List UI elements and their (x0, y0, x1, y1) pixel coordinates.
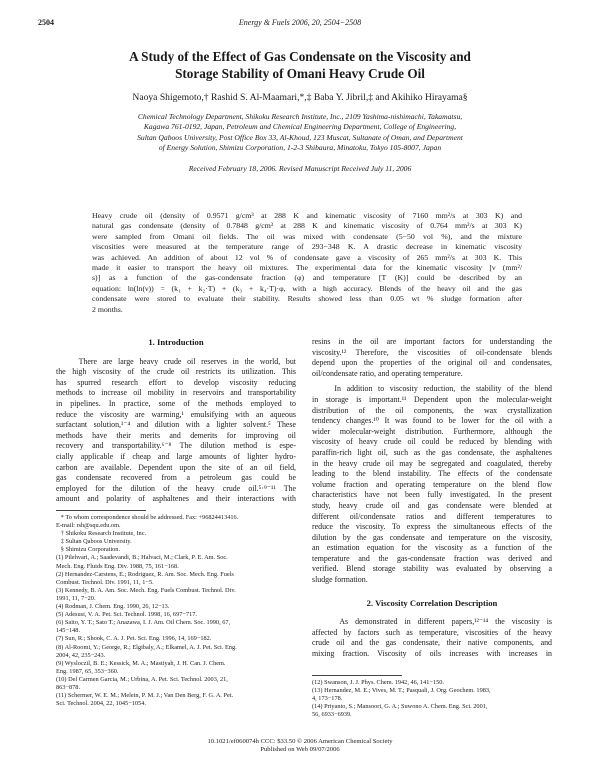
footnote-line: Sci. Technol. 2004, 22, 1045−1054. (56, 700, 146, 708)
footnote-line: † Shikoku Research Institute, Inc. (56, 530, 147, 538)
abstract-line: condensate were stored to evaluate their stability. Results showed less than 0.05 wt % sludge formation after (92, 294, 522, 304)
body-line: verified. Blend storage stability was evaluated by observing a (312, 564, 552, 574)
footnote-line: (7) Sun, R.; Shook, C. A. J. Pet. Sci. Eng. 1996, 14, 169−182. (56, 635, 212, 643)
footnote-line: (2) Hernandez-Carstens, E.; Rodriguez, R. Am. Soc. Mech. Eng. Fuels (56, 570, 234, 578)
abstract-line: was achieved. An addition of about 12 vol % of condensate gave a viscosity of 265 mm²/s at 303 K. This (92, 252, 522, 262)
footnote-line: (4) Rodman, J. Chem. Eng. 1990, 26, 12−13. (56, 603, 170, 611)
footnote-line: 4, 173−178. (312, 695, 343, 703)
body-line: has spurred research effort to develop viscosity reducing (56, 377, 296, 387)
abstract-line: made it easier to transport the heavy oil mixtures. The experimental data for the kinematic viscosity [ν (mm²/ (92, 263, 522, 273)
body-line: amount and polarity of asphaltenes and their interactions with (56, 494, 296, 504)
footnote-line: (9) Wysloczil, B. E.; Kessick, M. A.; Mastiyah, J. H. Can. J. Chem. (56, 659, 226, 667)
body-line: dilution by the gas condensate and temperature on the viscosity, (312, 532, 552, 542)
footnote-line: (10) Del Carmen Garcia, M.; Urbina, A. Pet. Sci. Technol. 2003, 21, (56, 675, 228, 683)
doi-line: 10.1021/ef060074h CCC: $33.50 © 2006 American Chemical Society (207, 738, 393, 745)
body-line: tendency changes.¹⁰ It was found to be lower for the oil with a (312, 416, 552, 426)
abstract-line: natural gas condensate (density of 0.7848 g/cm³ at 288 K and kinematic viscosity of 0.764 mm²/s at 303 K) (92, 221, 522, 231)
body-line: reduce the viscosity are warming,¹ emulsifying with an aqueous (56, 409, 296, 419)
body-line: methods have their merits and demerits for improving oil (56, 430, 296, 440)
body-line: viscosity.¹² Therefore, the viscosities of oil-condensate blends (312, 347, 552, 357)
body-line: recovery and transportability.⁶⁻⁸ The dilution method is espe- (56, 441, 296, 451)
body-line: study, heavy crude oil and gas condensate were blended at (312, 500, 552, 510)
body-line: gas condensate recovered from a petroleum gas could be (56, 473, 296, 483)
affiliation-line: Sultan Qaboos University, Post Office Box 33, Al-Khoud, 123 Muscat, Sultanate of Oman, and Department (137, 132, 463, 142)
body-line: surfactant solution,¹⁻⁴ and dilution with a lighter solvent.⁵ These (56, 420, 296, 430)
body-line: depend upon the properties of the original oil and condensates, (312, 358, 552, 368)
title-line: A Study of the Effect of Gas Condensate on the Viscosity and (129, 49, 471, 64)
footnote-line: Eng. 1987, 65, 353−360. (56, 667, 119, 675)
footnote-line: 145−148. (56, 627, 81, 635)
body-line: There are large heavy crude oil reserves in the world, but (56, 356, 296, 366)
received-dates: Received February 18, 2006. Revised Manuscript Received July 11, 2006 (188, 164, 412, 173)
abstract-line: 2 months. (92, 304, 123, 314)
body-line: oil/condensate ratio, and operating temperature. (312, 368, 463, 378)
footnote-line: (11) Schermer, W. E. M.; Melein, P. M. J.; Van Den Berg, F. G. A. Pet. (56, 692, 234, 700)
body-line: employed for the dilution of the heavy crude oil.⁵·⁹⁻¹¹ The (56, 483, 296, 493)
body-line: an estimation equation for the viscosity as a function of the (312, 543, 552, 553)
left-column (56, 337, 296, 505)
body-line: paraffin-rich light oil, such as the gas condensate, the asphaltenes (312, 447, 552, 457)
footnote-line: Mech. Eng. Fluids Eng. Div. 1988, 75, 161−168. (56, 562, 179, 570)
right-column (312, 337, 552, 660)
left-footnotes (56, 514, 296, 708)
footnote-line: 863−878. (56, 683, 81, 691)
footnote-line: (3) Kennedy, B. A. Am. Soc. Mech. Eng. Fuels Combust. Technol. Div. (56, 586, 236, 594)
body-line: carbon are available. Dependent upon the site of an oil field, (56, 462, 296, 472)
abstract-line: s)] as a function of the gas-condensate fraction (φ) and temperature [T (K)] could be described by an (92, 273, 522, 283)
running-header: Energy & Fuels 2006, 20, 2504−2508 (238, 18, 362, 27)
paper-title (60, 48, 540, 82)
body-line: in storage is important.¹¹ Dependent upon the molecular-weight (312, 394, 552, 404)
footnote-line: (8) Al-Roomi, Y.; George, R.; Elgibaly, A.; Elkamel, A. J. Pet. Sci. Eng. (56, 643, 237, 651)
body-line: viscosity of heavy crude oil could be reduced by blending with (312, 437, 552, 447)
footnote-line: Combust. Technol. Div. 1991, 11, 1−5. (56, 578, 154, 586)
body-line: cially applicable if cheap and large amounts of lighter hydro- (56, 451, 296, 461)
affiliations (60, 112, 540, 154)
body-line: different oil/condensate ratios and different temperatures to (312, 511, 552, 521)
footnote-line: * To whom correspondence should be addressed. Fax: +96824413416. (56, 514, 239, 521)
body-line: volume fraction and operating temperature on the blend flow (312, 479, 552, 489)
footnote-line: (6) Saito, Y. T.; Sato T.; Anazawa, I. J. Am. Oil Chem. Soc. 1990, 67, (56, 619, 231, 627)
footnote-rule (56, 510, 146, 511)
abstract-line: viscosities were measured at the temperature range of 293−348 K. A drastic decrease in kinematic viscosity (92, 242, 522, 252)
title-line: Storage Stability of Omani Heavy Crude Oil (175, 66, 425, 81)
body-line: in pipelines. In practice, some of the methods employed to (56, 398, 296, 408)
body-line: methods to increase oil mobility in reservoirs and transportability (56, 388, 296, 398)
body-line: sludge formation. (312, 575, 368, 585)
footnote-line: (1) Pilehvari, A.; Saadevandi, B.; Halvaci, M.; Clark, P. E. Am. Soc. (56, 554, 228, 562)
footnote-line: ‡ Sultan Qaboos University. (56, 538, 132, 546)
footnote-line: (13) Hernandez, M. E.; Vives, M. T.; Pasquali, J. Org. Geochem. 1983, (312, 687, 491, 695)
footnote-line: (5) Adesusi, V. A. Pet. Sci. Technol. 1998, 16, 697−717. (56, 611, 197, 619)
body-line: in the heavy crude oil may be segregated and coagulated, thereby (312, 458, 552, 468)
body-line: In addition to viscosity reduction, the stability of the blend (312, 384, 552, 394)
author-list: Naoya Shigemoto,† Rashid S. Al-Maamari,*,‡ Baba Y. Jibril,‡ and Akihiko Hirayama§ (132, 92, 468, 103)
affiliation-line: Kagawa 761-0192, Japan, Petroleum and Chemical Engineering Department, College of Engineering, (143, 122, 457, 132)
body-line: mixing fraction. Viscosity of oils increases with increases in (312, 649, 552, 659)
body-line: reduce the viscosity. To express the simultaneous effects of the (312, 522, 552, 532)
abstract (92, 211, 522, 315)
publication-info (150, 738, 450, 754)
footnote-line: (14) Priyanto, S.; Mansoori, G. A.; Suwono A. Chem. Eng. Sci. 2001, (312, 703, 488, 711)
footnote-line: 2004, 42, 235−243. (56, 651, 106, 659)
footnote-rule (312, 675, 402, 676)
body-line: the high viscosity of the crude oil restricts its utilization. This (56, 367, 296, 377)
body-line: characteristics have not been fully investigated. In the present (312, 490, 552, 500)
section-heading: 1. Introduction (148, 337, 204, 347)
footnote-line: 56, 6933−6939. (312, 711, 352, 719)
footnote-line: E-mail: rsh@squ.edu.om. (56, 522, 121, 530)
body-line: crude oil and the gas condensate, their native components, and (312, 638, 552, 648)
abstract-line: were sampled from Omani oil fields. The oil was mixed with condensate (5−50 vol %), and the mixture (92, 231, 522, 241)
footnote-line: 1991, 11, 7−20. (56, 594, 96, 602)
footnote-line: (12) Swanson, J. J. Phys. Chem. 1942, 46, 141−150. (312, 679, 444, 686)
affiliation-line: Chemical Technology Department, Shikoku Research Institute, Inc., 2109 Yashima-nishimachi, Takamatsu, (137, 112, 463, 121)
abstract-line: Heavy crude oil (density of 0.9571 g/cm³ at 288 K and kinematic viscosity of 7160 mm²/s at 303 K) and (92, 211, 522, 220)
affiliation-line: of Energy Solution, Shimizu Corporation, 1-2-3 Shibaura, Minatoku, Tokyo 105-8007, Japan (158, 143, 442, 153)
body-line: leading to the blend instability. The effects of the condensate (312, 469, 552, 479)
body-line: wider molecular-weight distribution. Furthermore, although the (312, 426, 552, 436)
abstract-line: equation: ln(ln(ν)) = (k₁ + k₂·T) + (k₃ + k₄·T)·φ, with a high accuracy. Blends of the heavy oil and the gas (92, 283, 522, 293)
right-footnotes (312, 679, 552, 719)
body-line: As demonstrated in different papers,¹²⁻¹⁴ the viscosity is (312, 617, 552, 627)
page-number: 2504 (38, 18, 54, 27)
published-date: Published on Web 09/07/2006 (260, 746, 340, 754)
body-line: distribution of the oil components, the wax crystallization (312, 405, 552, 415)
body-line: resins in the oil are important factors for understanding the (312, 337, 552, 346)
body-line: temperature and the gas-condensate fraction was derived and (312, 553, 552, 563)
section-heading: 2. Viscosity Correlation Description (366, 597, 498, 608)
body-line: affected by factors such as temperature, viscosities of the heavy (312, 627, 552, 637)
footnote-line: § Shimizu Corporation. (56, 546, 121, 554)
